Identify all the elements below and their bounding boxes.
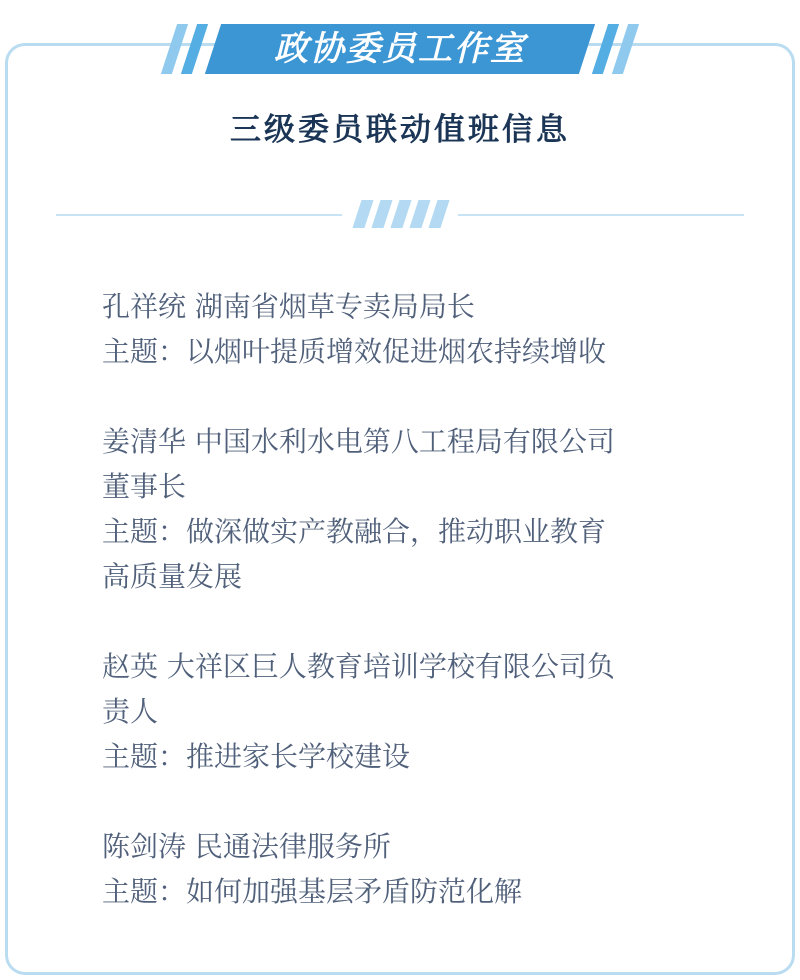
duty-entry — [102, 644, 722, 779]
badge-title: 政协委员工作室 — [274, 29, 526, 69]
header-ribbon — [163, 24, 637, 74]
entry-line: 责人 — [102, 695, 159, 728]
entry-line: 孔祥统 湖南省烟草专卖局局长 — [102, 290, 475, 323]
divider-stripe — [428, 200, 449, 228]
duty-entry — [102, 419, 722, 599]
divider-stripe — [371, 200, 392, 228]
divider-stripes — [349, 200, 449, 228]
divider-line-left — [56, 214, 342, 216]
entry-line: 主题：做深做实产教融合，推动职业教育 — [102, 515, 607, 548]
entry-line: 主题：如何加强基层矛盾防范化解 — [102, 875, 523, 908]
duty-entry — [102, 284, 722, 374]
entry-line: 主题：以烟叶提质增效促进烟农持续增收 — [102, 335, 607, 368]
entry-line: 赵英 大祥区巨人教育培训学校有限公司负 — [102, 650, 615, 683]
entry-line: 陈剑涛 民通法律服务所 — [102, 830, 391, 863]
duty-entry — [102, 824, 722, 914]
divider-line-right — [458, 214, 744, 216]
divider-stripe — [352, 200, 373, 228]
entry-line: 主题：推进家长学校建设 — [102, 740, 411, 773]
divider-stripe — [390, 200, 411, 228]
entry-line: 董事长 — [102, 470, 187, 503]
entry-line: 姜清华 中国水利水电第八工程局有限公司 — [102, 425, 615, 458]
entry-line: 高质量发展 — [102, 560, 243, 593]
divider-stripe — [409, 200, 430, 228]
page-subtitle: 三级委员联动值班信息 — [230, 112, 570, 148]
duty-list — [102, 284, 722, 914]
